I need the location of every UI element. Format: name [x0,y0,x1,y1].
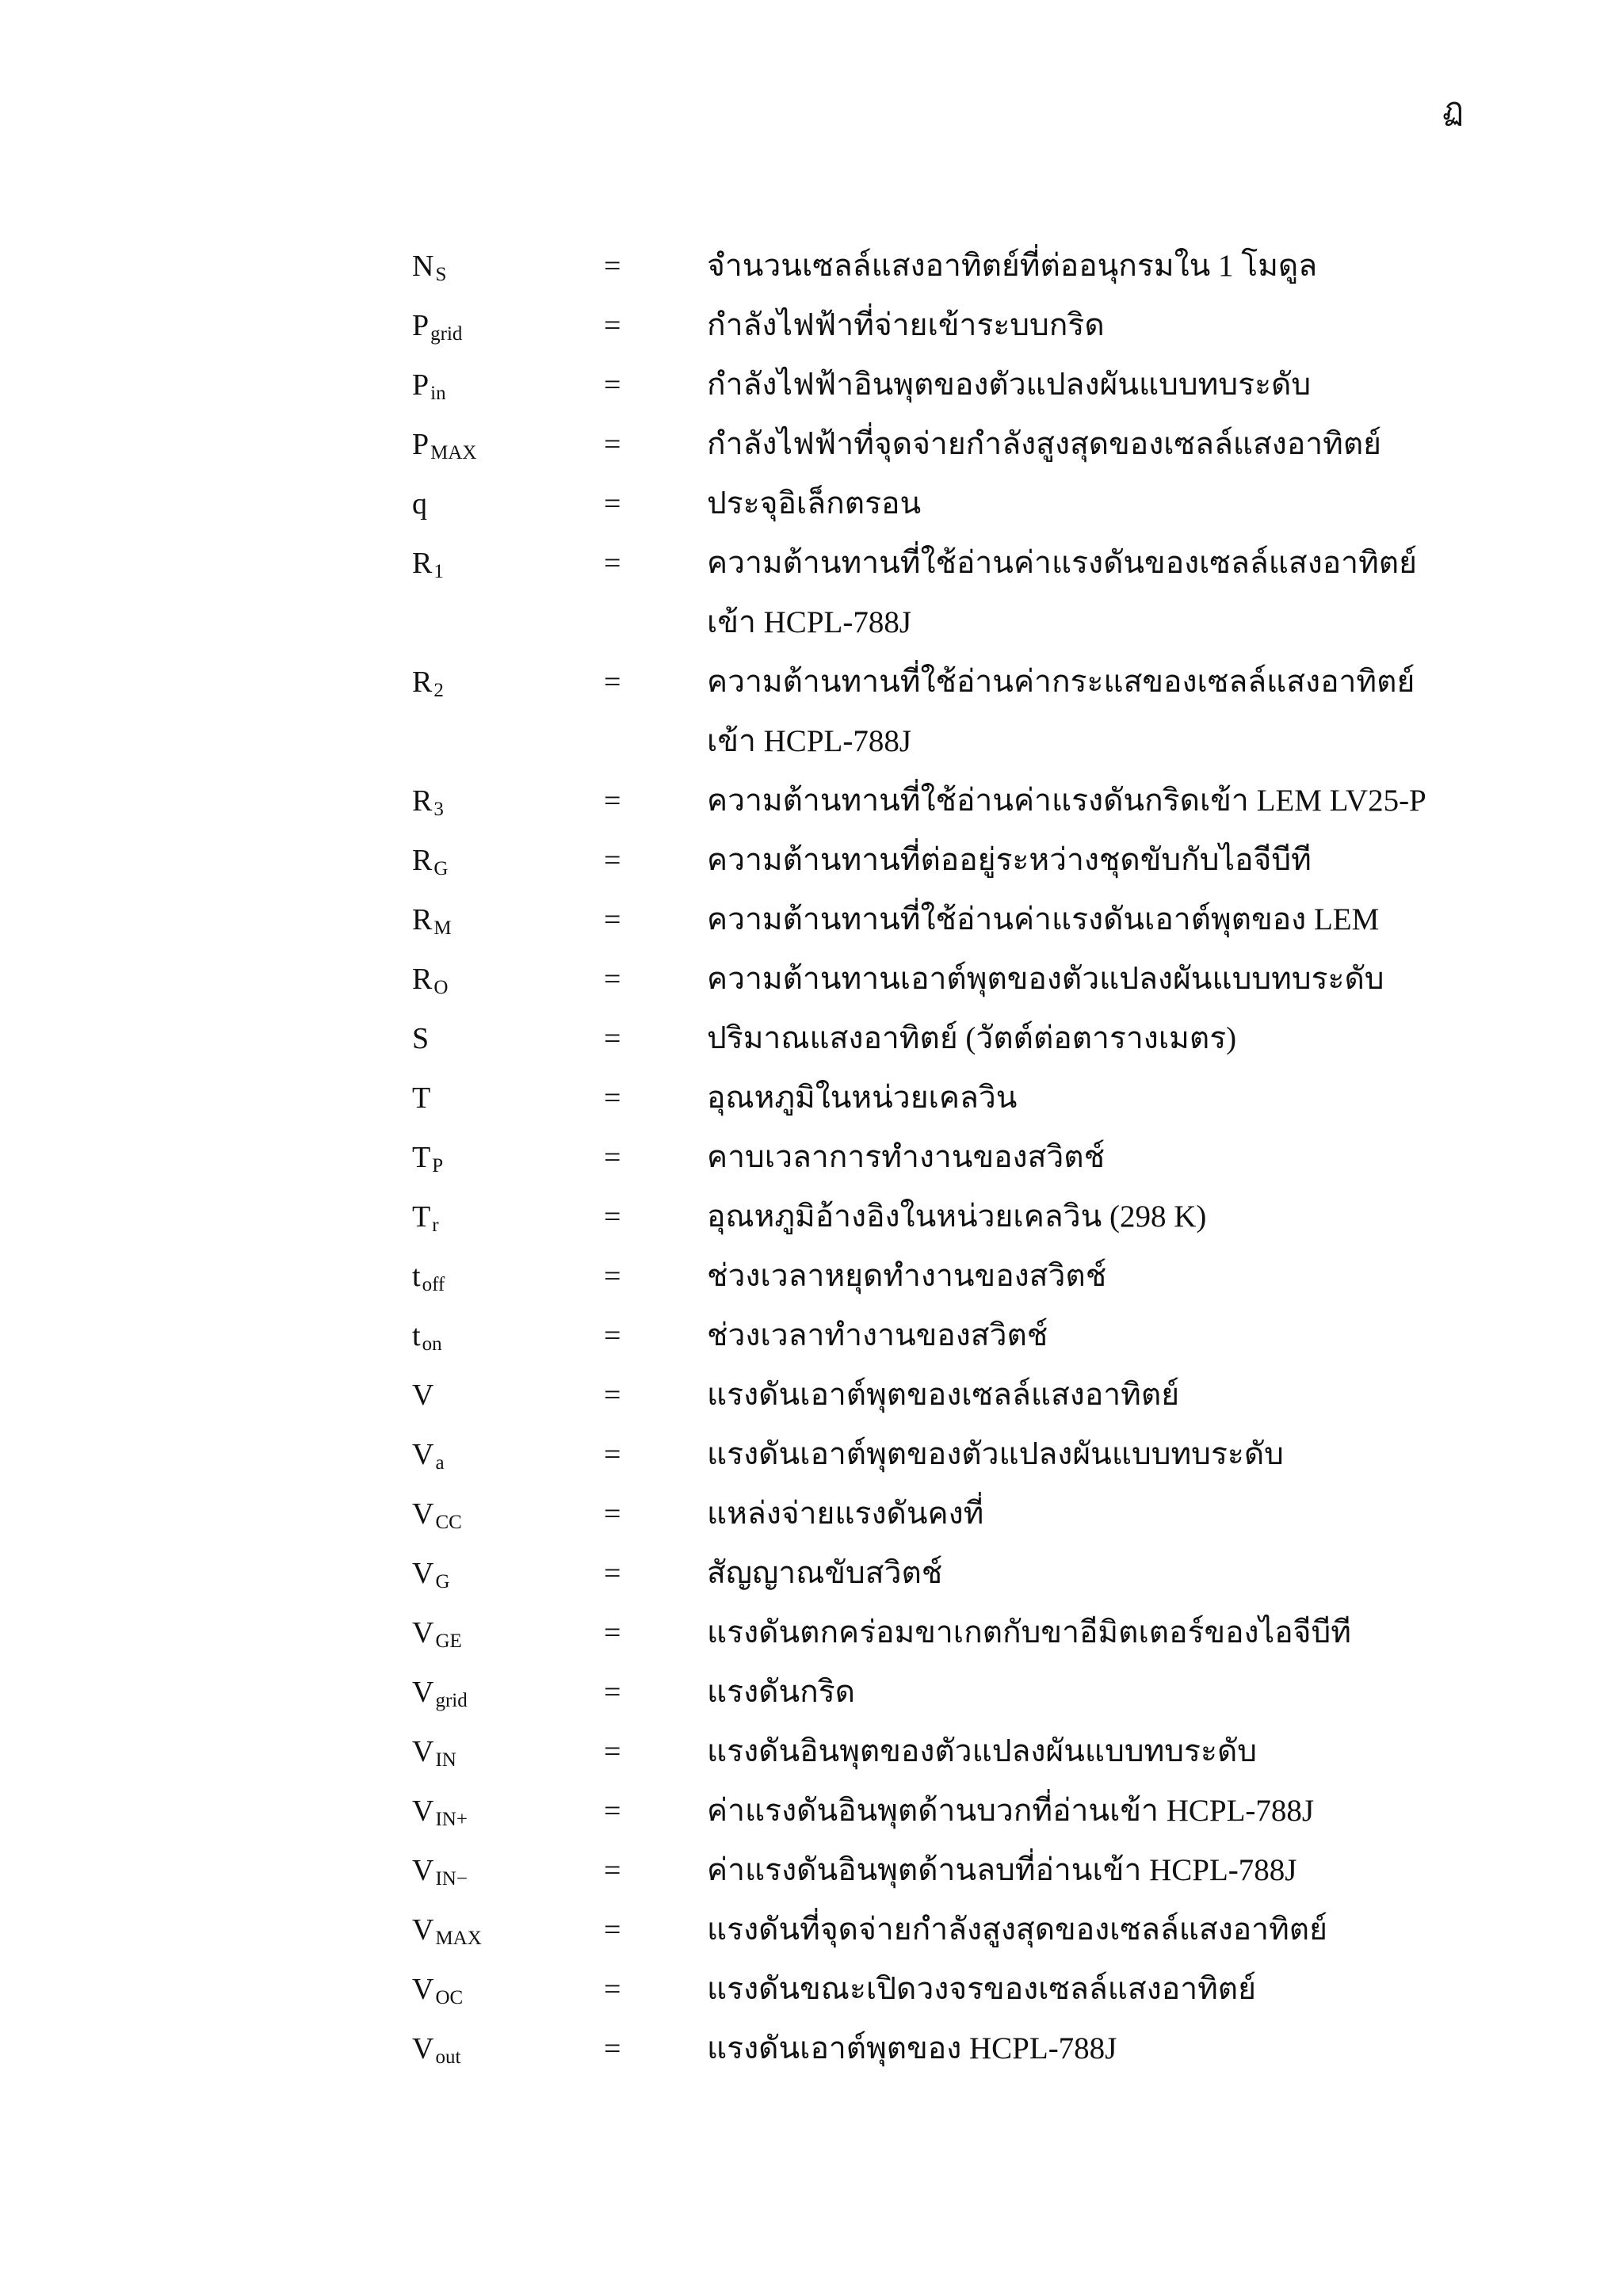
symbol-description: แรงดันเอาต์พุตของตัวแปลงผันแบบทบระดับ [707,1437,1284,1471]
symbol-subscript: out [435,2046,461,2068]
symbol-row [412,660,1442,779]
symbol-row [412,1016,1442,1076]
symbol-subscript: OC [435,1987,464,2008]
symbol-description: ช่วงเวลาทำงานของสวิตช์ [707,1318,1048,1352]
symbol-subscript: GE [435,1630,462,1652]
symbol-description: กำลังไฟฟ้าที่จุดจ่ายกำลังสูงสุดของเซลล์แสงอาทิตย์ [707,427,1382,461]
equals-sign: = [604,1973,621,2006]
symbol: $V_{CC}$ [412,1497,462,1533]
symbol-description: ค่าแรงดันอินพุตด้านบวกที่อ่านเข้า HCPL-788J [707,1794,1315,1828]
symbol-subscript: 1 [433,561,444,582]
equals-sign: = [604,784,621,818]
equals-sign: = [604,1319,621,1352]
symbol-description: ความต้านทานที่ใช้อ่านค่ากระแสของเซลล์แสงอาทิตย์เข้า HCPL-788J [707,665,1415,758]
symbol: $P_{MAX}$ [412,428,477,463]
equals-sign: = [604,1497,621,1531]
symbol-description: กำลังไฟฟ้าที่จ่ายเข้าระบบกริด [707,308,1105,342]
symbol-description: แรงดันอินพุตของตัวแปลงผันแบบทบระดับ [707,1734,1258,1768]
symbol: $T_r$ [412,1200,439,1236]
symbol-description: แรงดันขณะเปิดวงจรของเซลล์แสงอาทิตย์ [707,1972,1256,2006]
symbol-row [412,1492,1442,1551]
symbol: $V_{MAX}$ [412,1913,482,1949]
symbol: S [412,1022,430,1055]
symbol-description: ความต้านทานที่ใช้อ่านค่าแรงดันเอาต์พุตของ LEM [707,902,1380,936]
symbol: $V_a$ [412,1438,445,1474]
equals-sign: = [604,1081,621,1115]
symbol-description: สัญญาณขับสวิตช์ [707,1556,943,1590]
symbol: $V_{IN+}$ [412,1794,468,1830]
equals-sign: = [604,250,621,283]
equals-sign: = [604,309,621,342]
symbol-description: แรงดันเอาต์พุตของ HCPL-788J [707,2031,1117,2065]
symbol-subscript: G [433,858,449,879]
equals-sign: = [604,1141,621,1174]
equals-sign: = [604,1676,621,1709]
equals-sign: = [604,1379,621,1412]
symbol-row [412,1135,1442,1195]
symbol-row [412,482,1442,541]
equals-sign: = [604,666,621,699]
symbol-row [412,541,1442,660]
symbol: $V_{IN}$ [412,1735,456,1771]
equals-sign: = [604,1735,621,1768]
symbol-row [412,1670,1442,1730]
symbol-row [412,898,1442,957]
equals-sign: = [604,1557,621,1590]
symbol: $P_{grid}$ [412,309,463,345]
symbol-subscript: G [435,1571,450,1592]
symbol: $N_S$ [412,250,447,285]
symbol-description: คาบเวลาการทำงานของสวิตช์ [707,1140,1106,1174]
equals-sign: = [604,1616,621,1650]
symbol-description: ความต้านทานที่ใช้อ่านค่าแรงดันของเซลล์แสงอาทิตย์เข้า HCPL-788J [707,546,1417,639]
equals-sign: = [604,1794,621,1828]
equals-sign: = [604,1854,621,1887]
symbol-description: ปริมาณแสงอาทิตย์ (วัตต์ต่อตารางเมตร) [707,1021,1237,1055]
page-number: ฏ [1442,91,1464,127]
equals-sign: = [604,1200,621,1234]
symbol-row [412,1314,1442,1373]
symbol-row [412,1730,1442,1789]
symbol: $T_P$ [412,1141,444,1177]
symbol-row [412,2027,1442,2086]
equals-sign: = [604,844,621,877]
symbol-subscript: IN+ [435,1809,468,1830]
equals-sign: = [604,903,621,936]
symbol-subscript: MAX [435,1928,482,1949]
equals-sign: = [604,1022,621,1055]
symbol-subscript: M [433,917,452,939]
symbol-row [412,838,1442,898]
symbol: $V_{OC}$ [412,1973,464,2008]
symbol-subscript: r [432,1215,439,1236]
symbol-description: แรงดันกริด [707,1675,856,1709]
symbol: $t_{on}$ [412,1319,442,1355]
equals-sign: = [604,368,621,402]
symbol-row [412,1432,1442,1492]
symbol-description: ประจุอิเล็กตรอน [707,486,922,521]
symbol-subscript: grid [430,323,463,345]
equals-sign: = [604,1913,621,1947]
symbol-subscript: in [430,383,446,404]
symbol: $R_M$ [412,903,452,939]
symbol: q [412,487,427,521]
symbol-subscript: IN− [435,1868,468,1890]
equals-sign: = [604,547,621,580]
symbol: V [412,1379,434,1412]
symbol-row [412,1789,1442,1848]
symbol-description: แรงดันที่จุดจ่ายกำลังสูงสุดของเซลล์แสงอาทิตย์ [707,1913,1327,1947]
symbol-row [412,1373,1442,1432]
symbol-subscript: 2 [433,680,444,701]
symbol: T [412,1081,431,1115]
symbol-row [412,779,1442,838]
symbol-subscript: on [422,1333,442,1355]
equals-sign: = [604,1438,621,1471]
symbol: $V_G$ [412,1557,450,1592]
symbol-description: อุณหภูมิอ้างอิงในหน่วยเคลวิน (298 K) [707,1199,1207,1234]
symbol-row [412,1908,1442,1967]
equals-sign: = [604,2032,621,2065]
symbol-description: กำลังไฟฟ้าอินพุตของตัวแปลงผันแบบทบระดับ [707,368,1312,402]
symbol-subscript: 3 [433,799,444,820]
symbol-row [412,363,1442,422]
symbol: $V_{out}$ [412,2032,461,2068]
symbol-subscript: O [433,977,449,998]
symbol-row [412,1611,1442,1670]
symbol-description: ค่าแรงดันอินพุตด้านลบที่อ่านเข้า HCPL-788J [707,1853,1297,1887]
symbol-subscript: off [422,1274,445,1295]
symbol-description: จำนวนเซลล์แสงอาทิตย์ที่ต่ออนุกรมใน 1 โมดูล [707,249,1318,283]
symbol-row [412,244,1442,303]
symbol-description: ความต้านทานที่ใช้อ่านค่าแรงดันกริดเข้า LEM LV25-P [707,784,1426,818]
symbol-list [412,244,1442,2086]
symbol-description: ความต้านทานเอาต์พุตของตัวแปลงผันแบบทบระดับ [707,962,1384,996]
symbol-description: อุณหภูมิในหน่วยเคลวิน [707,1081,1018,1115]
symbol: $R_2$ [412,666,444,701]
symbol-row [412,957,1442,1016]
symbol-subscript: MAX [430,442,477,463]
symbol: $V_{IN-}$ [412,1854,468,1890]
symbol-row [412,303,1442,363]
symbol-row [412,1551,1442,1611]
symbol-subscript: S [435,264,447,285]
equals-sign: = [604,428,621,461]
symbol: $R_1$ [412,547,444,582]
equals-sign: = [604,1260,621,1293]
symbol-description: ความต้านทานที่ต่ออยู่ระหว่างชุดขับกับไอจีบีที [707,843,1312,877]
symbol-row [412,1254,1442,1314]
symbol-subscript: P [432,1155,444,1177]
symbol-subscript: grid [435,1690,468,1711]
equals-sign: = [604,487,621,521]
symbol-description: แหล่งจ่ายแรงดันคงที่ [707,1497,984,1531]
symbol-description: แรงดันเอาต์พุตของเซลล์แสงอาทิตย์ [707,1378,1180,1412]
symbol-subscript: CC [435,1512,462,1533]
equals-sign: = [604,963,621,996]
symbol-row [412,422,1442,482]
symbol: $R_3$ [412,784,444,820]
symbol-row [412,1195,1442,1254]
symbol: $R_G$ [412,844,449,879]
symbol: $V_{grid}$ [412,1676,468,1711]
symbol: $V_{GE}$ [412,1616,462,1652]
symbol-subscript: IN [435,1749,456,1771]
symbol-description: แรงดันตกคร่อมขาเกตกับขาอีมิตเตอร์ของไอจีบีที [707,1615,1351,1650]
symbol-row [412,1967,1442,2027]
symbol-subscript: a [435,1452,445,1474]
symbol: $t_{off}$ [412,1260,445,1295]
symbol: $P_{in}$ [412,368,446,404]
symbol-description: ช่วงเวลาหยุดทำงานของสวิตช์ [707,1259,1107,1293]
symbol-row [412,1848,1442,1908]
symbol-row [412,1076,1442,1135]
symbol: $R_O$ [412,963,449,998]
